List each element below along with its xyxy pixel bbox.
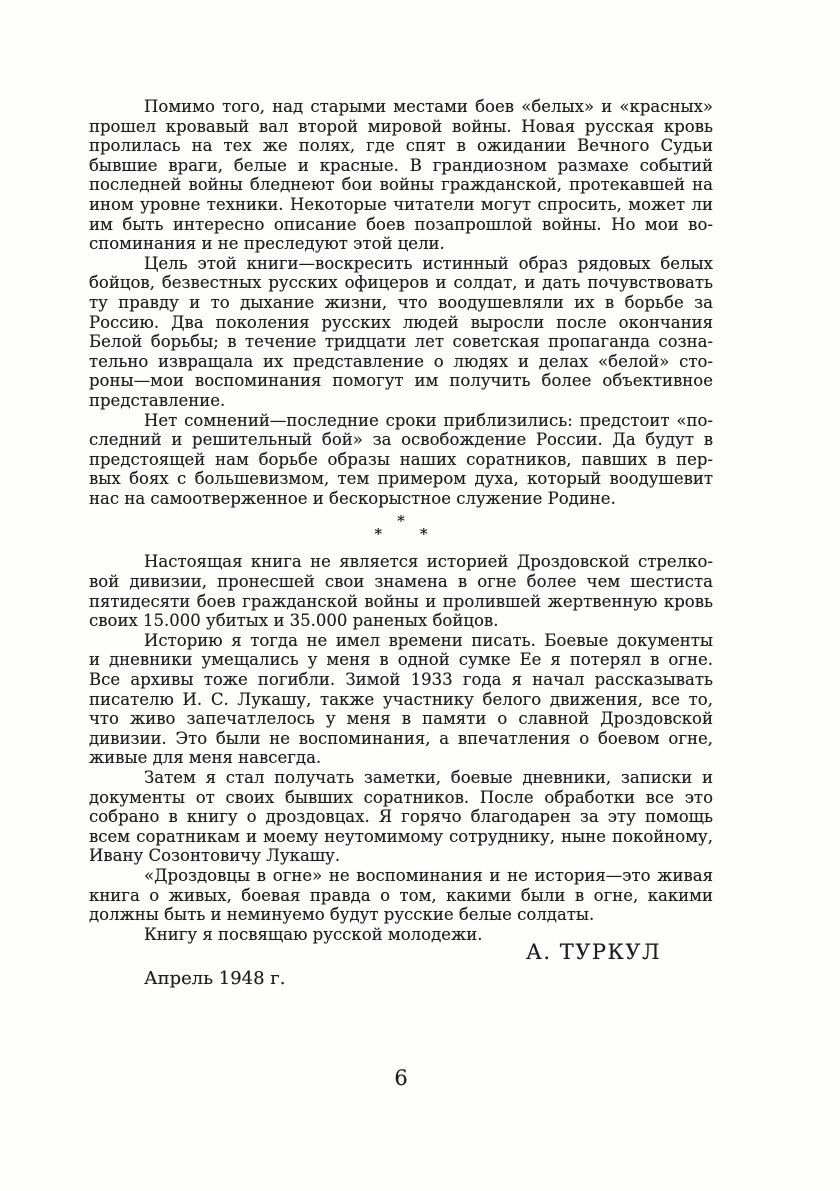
paragraph [89, 866, 713, 925]
asterism-separator [89, 508, 713, 552]
paragraph [89, 411, 713, 509]
text-line: своих 15.000 убитых и 35.000 раненых бойцов. [89, 611, 499, 631]
text-line: Историю я тогда не имел времени писать. Боевые документы [144, 630, 713, 650]
text-line: ином уровне техники. Некоторые читатели могут спросить, может ли [89, 194, 713, 214]
text-line: дивизии. Это были не воспоминания, а впечатления о боевом огне, [89, 728, 713, 748]
text-line: Настоящая книга не является историей Дроздовской стрелко- [144, 552, 713, 572]
paragraph [89, 552, 713, 630]
text-line: тельно извращала их представление о людях и делах «белой» сто- [89, 351, 713, 371]
text-line: бойцов, безвестных русских офицеров и солдат, и дать почувствовать [89, 273, 713, 293]
text-line: следний и решительный бой» за освобождение России. Да будут в [89, 430, 713, 450]
author-signature: А. ТУРКУЛ [525, 940, 661, 965]
text-line: последней войны бледнеют бои войны гражданской, протекавшей на [89, 175, 713, 195]
text-line: Россию. Два поколения русских людей выросли после окончания [89, 312, 713, 332]
text-line: Ивану Созонтовичу Лукашу. [89, 846, 341, 866]
text-line: документы от своих бывших соратников. После обработки все это [89, 787, 713, 807]
text-line: книга о живых, боевая правда о том, какими были в огне, какими [89, 885, 713, 905]
date-line: Апрель 1948 г. [144, 968, 286, 990]
text-line: роны—мои воспоминания помогут им получить более объективное [89, 371, 713, 391]
text-line: Затем я стал получать заметки, боевые дневники, записки и [144, 768, 713, 787]
text-line: споминания и не преследуют этой цели. [89, 234, 445, 254]
asterisk-icon: * [397, 512, 405, 531]
asterisk-icon: * [420, 525, 428, 544]
paragraph [89, 254, 713, 411]
text-line: и дневники умещались у меня в одной сумке Ее я потерял в огне. [89, 650, 713, 670]
text-line: всем соратникам и моему неутомимому сотруднику, ныне покойному, [89, 826, 713, 846]
text-line: собрано в книгу о дроздовцах. Я горячо благодарен за эту помощь [89, 807, 713, 827]
text-line: «Дроздовцы в огне» не воспоминания и не история—это живая [144, 865, 713, 885]
text-line: должны быть и неминуемо будут русские белые солдаты. [89, 905, 595, 925]
paragraph [89, 768, 713, 866]
text-line: Нет сомнений—последние сроки приблизились: предстоит «по- [144, 410, 713, 430]
paragraph [89, 97, 713, 254]
text-line: ту правду и то дыхание жизни, что воодушевляли их в борьбе за [89, 292, 713, 312]
text-line: Белой борьбы; в течение тридцати лет советская пропаганда созна- [89, 332, 713, 352]
text-line: нас на самоотверженное и бескорыстное служение Родине. [89, 488, 616, 508]
text-line: предстоящей нам борьбе образы наших соратников, павших в пер- [89, 449, 713, 469]
asterisk-row [89, 525, 713, 544]
text-line: живые для меня навсегда. [89, 748, 322, 768]
text-line: Помимо того, над старыми местами боев «белых» и «красных» [144, 97, 713, 116]
text-line: Книгу я посвящаю русской молодежи. [144, 924, 483, 944]
text-line: вой дивизии, пронесшей свои знамена в огне более чем шестиста [89, 572, 713, 592]
paragraph [89, 631, 713, 768]
text-line: прошел кровавый вал второй мировой войны. Новая русская кровь [89, 116, 713, 136]
text-line: пролилась на тех же полях, где спят в ожидании Вечного Судьи [89, 136, 713, 156]
page-text [89, 97, 713, 992]
asterisk-icon: * [374, 525, 382, 544]
text-line: бывшие враги, белые и красные. В грандиозном размахе событий [89, 155, 713, 175]
page-number: 6 [394, 1066, 408, 1090]
text-line: писателю И. С. Лукашу, также участнику белого движения, все то, [89, 689, 713, 709]
text-line: вых боях с большевизмом, тем примером духа, который воодушевит [89, 469, 713, 489]
text-line: Цель этой книги—воскресить истинный образ рядовых белых [144, 253, 713, 273]
text-line: пятидесяти боев гражданской войны и пролившей жертвенную кровь [89, 591, 713, 611]
text-line: Все архивы тоже погибли. Зимой 1933 года я начал рассказывать [89, 670, 713, 690]
text-line: им быть интересно описание боев позапрошлой войны. Но мои во- [89, 214, 713, 234]
text-line: представление. [89, 390, 226, 410]
text-line: что живо запечатлелось у меня в памяти о славной Дроздовской [89, 709, 713, 729]
